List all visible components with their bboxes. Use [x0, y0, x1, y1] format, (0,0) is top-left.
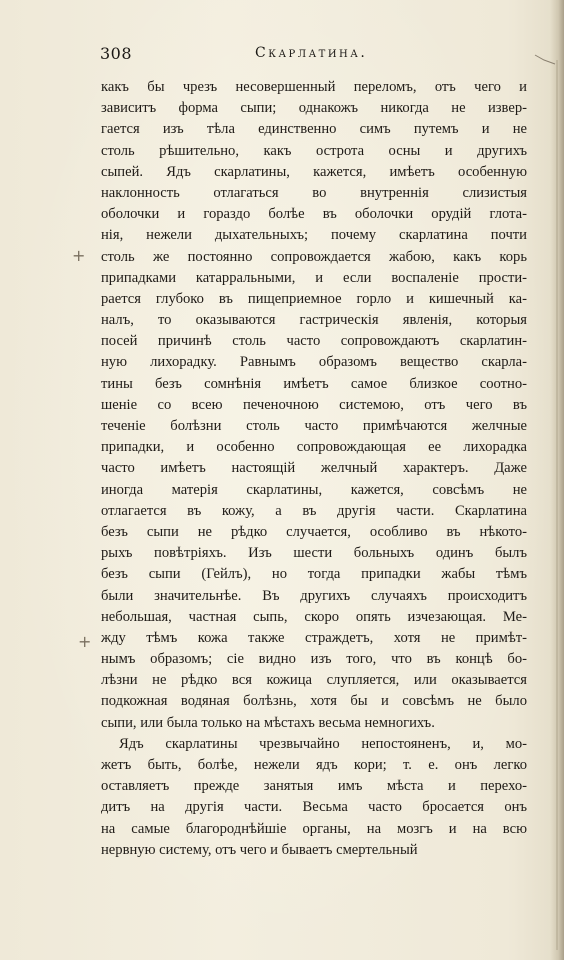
margin-cross-mark: +: [72, 246, 86, 265]
text-line: зависитъ форма сыпи; однакожъ никогда не извер-: [101, 100, 527, 117]
text-line: небольшая, частная сыпь, скоро опять изчезающая. Ме-: [101, 608, 527, 625]
page-number: 308: [100, 44, 133, 63]
text-line: отлагается въ кожу, а въ другія части. Скарлатина: [101, 502, 527, 519]
text-line: припадки, и особенно сопровождающая ее лихорадка: [101, 439, 527, 456]
text-line: нервную систему, отъ чего и бываетъ смертельный: [101, 841, 418, 858]
text-line: подкожная водяная болѣзнь, хотя бы и совсѣмъ не было: [101, 693, 527, 710]
text-line: на самые благороднѣйшіе органы, на мозгъ и на всю: [101, 820, 527, 837]
text-line: иногда матерія скарлатины, кажется, совсѣмъ не: [101, 481, 527, 498]
text-line: припадками катарральными, и если воспаленіе прости-: [101, 269, 527, 286]
text-line: рается глубоко въ пищеприемное горло и кишечный ка-: [101, 290, 527, 307]
page-header: [100, 44, 524, 66]
text-line: нымъ образомъ; сіе видно изъ того, что въ концѣ бо-: [101, 651, 527, 668]
text-line: рыхъ повѣтріяхъ. Изъ шести больныхъ одинъ былъ: [101, 545, 527, 562]
text-line: наклонность отлагаться во внутреннія слизистыя: [101, 184, 527, 201]
text-line: теченіе болѣзни столь часто примѣчаются желчные: [101, 418, 527, 434]
text-line: столь рѣшительно, какъ острота осны и другихъ: [101, 142, 527, 159]
text-line: сыпи, или была только на мѣстахъ весьма немногихъ.: [101, 714, 435, 731]
text-line: часто имѣетъ настоящій желчный характеръ. Даже: [101, 460, 527, 477]
margin-scribble-mark: [534, 52, 556, 66]
text-line: тины безъ сомнѣнія имѣетъ самое близкое соотно-: [101, 375, 527, 392]
body-text: [101, 77, 527, 861]
text-line: дитъ на другія части. Весьма часто бросается онъ: [101, 799, 527, 816]
text-line: оболочки и гораздо болѣе въ оболочки орудій глота-: [101, 206, 527, 223]
text-line: безъ сыпи не рѣдко случается, особливо въ нѣкото-: [101, 523, 527, 540]
text-line: жетъ быть, болѣе, нежели ядъ кори; т. е. онъ легко: [101, 757, 527, 773]
text-line: нія, нежели дыхательныхъ; почему скарлатина почти: [101, 227, 527, 244]
text-line: Ядъ скарлатины чрезвычайно непостояненъ, и, мо-: [119, 735, 527, 752]
running-title: Скарлатина.: [255, 45, 368, 61]
text-line: лѣзни не рѣдко вся кожица слупляется, или оказывается: [101, 672, 527, 689]
text-line: налъ, то оказываются гастрическія явленія, которыя: [101, 312, 527, 329]
text-line: столь же постоянно сопровождается жабою, какъ корь: [101, 248, 527, 265]
text-line: шеніе со всею печеночною системою, отъ чего въ: [101, 396, 527, 413]
text-line: были значительнѣе. Въ другихъ случаяхъ происходитъ: [101, 587, 527, 604]
text-line: безъ сыпи (Гейлъ), но тогда припадки жабы тѣмъ: [101, 566, 527, 583]
text-line: жду тѣмъ кожа также страждетъ, хотя не примѣт-: [101, 629, 527, 646]
page-edge-shadow: [556, 60, 558, 950]
text-line: гается изъ тѣла единственно симъ путемъ и не: [101, 121, 527, 138]
text-line: ную лихорадку. Равнымъ образомъ вещество скарла-: [101, 354, 527, 371]
text-line: какъ бы чрезъ несовершенный переломъ, отъ чего и: [101, 79, 527, 95]
text-line: оставляетъ прежде занятыя имъ мѣста и перехо-: [101, 778, 527, 795]
margin-cross-mark: +: [78, 632, 92, 651]
text-line: посей причинѣ столь часто сопровождаютъ скарлатин-: [101, 333, 527, 350]
text-line: сыпей. Ядъ скарлатины, кажется, имѣетъ особенную: [101, 163, 527, 180]
